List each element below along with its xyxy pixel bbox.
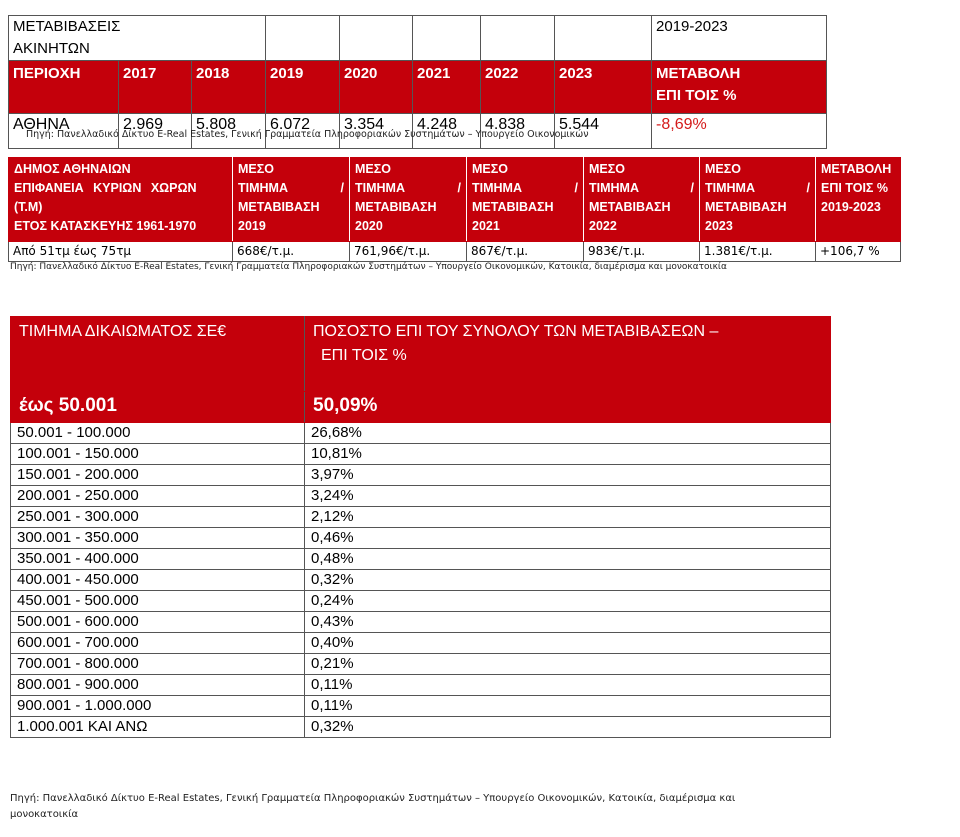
share-cell: 0,48% — [305, 549, 831, 570]
hdr-line: ΜΕΤΑΒΙΒΑΣΗ — [705, 200, 787, 214]
price-range-cell: 50.001 - 100.000 — [11, 423, 305, 444]
change-cell: +106,7 % — [816, 242, 901, 262]
price-range-cell: 150.001 - 200.000 — [11, 465, 305, 486]
table-title: ΜΕΤΑΒΙΒΑΣΕΙΣ ΑΚΙΝΗΤΩΝ — [9, 16, 192, 61]
share-cell: 0,24% — [305, 591, 831, 612]
source-note-cont: μονοκατοικία — [10, 809, 79, 820]
first-range-cell: έως 50.001 — [11, 392, 305, 423]
hdr-word: ΤΙΜΗΜΑ — [705, 181, 755, 195]
hdr-line — [705, 179, 810, 198]
hdr-year: 2021 — [472, 219, 500, 233]
hdr-line: ΜΕΣΟ — [355, 162, 391, 176]
share-cell: 0,11% — [305, 675, 831, 696]
hdr-line: ΜΕΣΟ — [472, 162, 508, 176]
period-label: 2019-2023 — [652, 16, 827, 61]
table-row — [11, 612, 831, 633]
share-cell: 0,40% — [305, 633, 831, 654]
price-range-cell: 900.001 - 1.000.000 — [11, 696, 305, 717]
price-cell: 668€/τ.μ. — [233, 242, 350, 262]
value-cell: 5.544 — [555, 114, 652, 149]
table-row — [11, 591, 831, 612]
header-year: 2020 — [340, 61, 413, 114]
header-year: 2019 — [266, 61, 340, 114]
header-year: 2021 — [413, 61, 481, 114]
table-row — [11, 696, 831, 717]
change-header — [816, 158, 901, 242]
table-row — [11, 549, 831, 570]
hdr-line: ΜΕΣΟ — [705, 162, 741, 176]
area-label: ΕΠΙΦΑΝΕΙΑ ΚΥΡΙΩΝ ΧΩΡΩΝ — [14, 181, 197, 195]
share-cell: 0,11% — [305, 696, 831, 717]
value-cell: 5.808 — [192, 114, 266, 149]
table-row — [11, 633, 831, 654]
price-range-cell: 450.001 - 500.000 — [11, 591, 305, 612]
price-range-cell: 200.001 - 250.000 — [11, 486, 305, 507]
construction-label: ΕΤΟΣ ΚΑΤΑΣΚΕΥΗΣ 1961-1970 — [14, 219, 197, 233]
hdr-word: ΤΙΜΗΜΑ — [589, 181, 639, 195]
hdr-slash: / — [457, 181, 461, 195]
source-note: Πηγή: Πανελλαδικό Δίκτυο E-Real Estates, Γενική Γραμματεία Πληροφοριακών Συστημάτων – Υπουργείο Οικονομικών, Κατοικία, διαμέρισμα και μονοκατοικία — [10, 262, 727, 272]
hdr-line: ΜΕΤΑΒΙΒΑΣΗ — [472, 200, 554, 214]
header-year: 2022 — [481, 61, 555, 114]
hdr-slash: / — [806, 181, 810, 195]
hdr-word: ΤΙΜΗΜΑ — [472, 181, 522, 195]
hdr-line: ΜΕΤΑΒΙΒΑΣΗ — [589, 200, 671, 214]
share-cell: 0,32% — [305, 717, 831, 738]
change-cell: -8,69% — [652, 114, 827, 149]
hdr-line: 2019-2023 — [821, 200, 881, 214]
share-cell: 0,43% — [305, 612, 831, 633]
price-range-cell: 100.001 - 150.000 — [11, 444, 305, 465]
value-cell: 6.072 — [266, 114, 340, 149]
hdr-line — [238, 179, 344, 198]
header-year: 2023 — [555, 61, 652, 114]
header-change-line1: ΜΕΤΑΒΟΛΗ — [656, 65, 741, 82]
price-range-header: ΤΙΜΗΜΑ ΔΙΚΑΙΩΜΑΤΟΣ ΣΕ€ — [11, 317, 305, 392]
price-range-cell: 250.001 - 300.000 — [11, 507, 305, 528]
header-year: 2017 — [119, 61, 192, 114]
price-range-cell: 500.001 - 600.000 — [11, 612, 305, 633]
area-cell: ΑΘΗΝΑ — [9, 114, 119, 149]
share-cell: 0,46% — [305, 528, 831, 549]
hdr-year: 2020 — [355, 219, 383, 233]
table-row — [11, 465, 831, 486]
price-range-cell: 700.001 - 800.000 — [11, 654, 305, 675]
table-row — [11, 675, 831, 696]
avg-price-table — [8, 157, 901, 262]
hdr-year: 2023 — [705, 219, 733, 233]
share-cell: 0,21% — [305, 654, 831, 675]
share-header-line2: ΕΠΙ ΤΟΙΣ % — [321, 347, 407, 364]
header-change-line2: ΕΠΙ ΤΟΙΣ % — [656, 87, 737, 104]
hdr-slash: / — [690, 181, 694, 195]
hdr-line: ΜΕΤΑΒΙΒΑΣΗ — [355, 200, 437, 214]
header-year: 2018 — [192, 61, 266, 114]
price-cell: 867€/τ.μ. — [467, 242, 584, 262]
price-cell: 761,96€/τ.μ. — [350, 242, 467, 262]
price-range-cell: 600.001 - 700.000 — [11, 633, 305, 654]
share-header-line1: ΠΟΣΟΣΤΟ ΕΠΙ ΤΟΥ ΣΥΝΟΛΟΥ ΤΩΝ ΜΕΤΑΒΙΒΑΣΕΩΝ – — [313, 323, 719, 340]
hdr-year: 2019 — [238, 219, 266, 233]
share-cell: 10,81% — [305, 444, 831, 465]
hdr-line — [472, 179, 578, 198]
price-distribution-table — [10, 316, 831, 738]
value-cell: 2.969 — [119, 114, 192, 149]
table-row — [11, 486, 831, 507]
price-range-cell: 350.001 - 400.000 — [11, 549, 305, 570]
table-row — [11, 570, 831, 591]
unit-label: (Τ.Μ) — [14, 200, 43, 214]
price-cell: 1.381€/τ.μ. — [700, 242, 816, 262]
hdr-line: ΜΕΤΑΒΟΛΗ — [821, 162, 892, 176]
hdr-slash: / — [574, 181, 578, 195]
hdr-line: ΜΕΤΑΒΙΒΑΣΗ — [238, 200, 320, 214]
avg-price-header — [584, 158, 700, 242]
first-share-cell: 50,09% — [305, 392, 831, 423]
share-header — [305, 317, 831, 392]
share-cell: 3,97% — [305, 465, 831, 486]
hdr-slash: / — [340, 181, 344, 195]
hdr-word: ΤΙΜΗΜΑ — [355, 181, 405, 195]
hdr-line — [589, 179, 694, 198]
hdr-word: ΤΙΜΗΜΑ — [238, 181, 288, 195]
distribution-rows — [11, 423, 831, 738]
table-row — [11, 423, 831, 444]
avg-price-header — [233, 158, 350, 242]
avg-price-header — [467, 158, 584, 242]
source-note: Πηγή: Πανελλαδικό Δίκτυο E-Real Estates, Γενική Γραμματεία Πληροφοριακών Συστημάτων – Υπουργείο Οικονομικών, Κατοικία, διαμέρισμα και — [10, 793, 736, 804]
share-cell: 2,12% — [305, 507, 831, 528]
share-cell: 26,68% — [305, 423, 831, 444]
table-row — [11, 507, 831, 528]
price-range-cell: 1.000.001 ΚΑΙ ΑΝΩ — [11, 717, 305, 738]
header-change — [652, 61, 827, 114]
source-note: Πηγή: Πανελλαδικό Δίκτυο E-Real Estates, Γενική Γραμματεία Πληροφοριακών Συστημάτων – Υπουργείο Οικονομικών — [26, 129, 589, 140]
hdr-year: 2022 — [589, 219, 617, 233]
hdr-line: ΕΠΙ ΤΟΙΣ % — [821, 181, 889, 195]
share-cell: 0,32% — [305, 570, 831, 591]
value-cell: 4.248 — [413, 114, 481, 149]
table-row — [11, 717, 831, 738]
price-range-cell: 300.001 - 350.000 — [11, 528, 305, 549]
district-name: ΔΗΜΟΣ ΑΘΗΝΑΙΩΝ — [14, 162, 131, 176]
price-range-cell: 400.001 - 450.000 — [11, 570, 305, 591]
hdr-line — [355, 179, 461, 198]
size-range-cell: Από 51τμ έως 75τμ — [9, 242, 233, 262]
table-row — [11, 654, 831, 675]
avg-price-header — [700, 158, 816, 242]
hdr-line: ΜΕΣΟ — [238, 162, 274, 176]
district-header — [9, 158, 233, 242]
price-range-cell: 800.001 - 900.000 — [11, 675, 305, 696]
hdr-line: ΜΕΣΟ — [589, 162, 625, 176]
value-cell: 4.838 — [481, 114, 555, 149]
share-cell: 3,24% — [305, 486, 831, 507]
avg-price-header — [350, 158, 467, 242]
price-cell: 983€/τ.μ. — [584, 242, 700, 262]
table-row — [11, 528, 831, 549]
table-row — [11, 444, 831, 465]
value-cell: 3.354 — [340, 114, 413, 149]
header-area: ΠΕΡΙΟΧΗ — [9, 61, 119, 114]
